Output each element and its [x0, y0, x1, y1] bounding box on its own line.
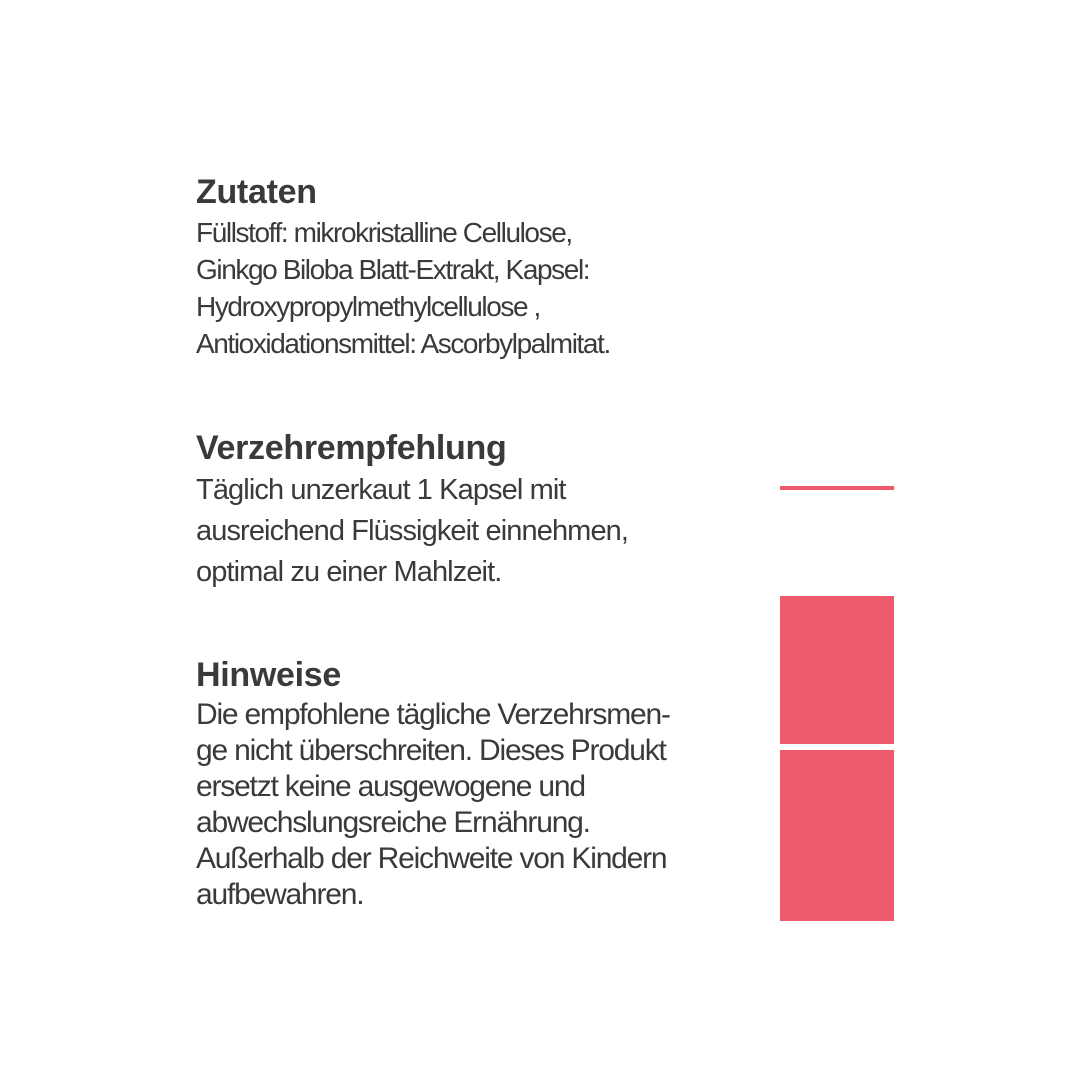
verzehrempfehlung-heading: Verzehrempfehlung — [196, 429, 507, 467]
hinweise-line: aufbewahren. — [196, 878, 364, 911]
zutaten-line: Ginkgo Biloba Blatt-Extrakt, Kapsel: — [196, 254, 590, 285]
accent-divider-line — [780, 486, 894, 490]
accent-block-lower — [780, 750, 894, 921]
hinweise-heading: Hinweise — [196, 656, 341, 694]
hinweise-line: abwechslungsreiche Ernährung. — [196, 806, 590, 839]
verzehrempfehlung-line: ausreichend Flüssigkeit einnehmen, — [196, 515, 629, 547]
hinweise-line: ge nicht überschreiten. Dieses Produkt — [196, 734, 666, 767]
verzehrempfehlung-line: optimal zu einer Mahlzeit. — [196, 556, 502, 588]
hinweise-line: Außerhalb der Reichweite von Kindern — [196, 842, 667, 875]
accent-block-upper — [780, 596, 894, 744]
section-zutaten — [196, 170, 776, 362]
zutaten-heading: Zutaten — [196, 173, 317, 211]
zutaten-line: Hydroxypropylmethylcellulose , — [196, 291, 540, 322]
verzehrempfehlung-text — [196, 470, 776, 593]
section-hinweise — [196, 653, 776, 913]
section-verzehrempfehlung — [196, 426, 776, 593]
hinweise-line: ersetzt keine ausgewogene und — [196, 770, 585, 803]
zutaten-line: Füllstoff: mikrokristalline Cellulose, — [196, 217, 572, 248]
hinweise-line: Die empfohlene tägliche Verzehrsmen- — [196, 698, 670, 731]
hinweise-text — [196, 697, 776, 913]
verzehrempfehlung-line: Täglich unzerkaut 1 Kapsel mit — [196, 474, 566, 506]
label-content — [196, 170, 776, 913]
zutaten-line: Antioxidationsmittel: Ascorbylpalmitat. — [196, 328, 610, 359]
zutaten-text — [196, 214, 776, 362]
